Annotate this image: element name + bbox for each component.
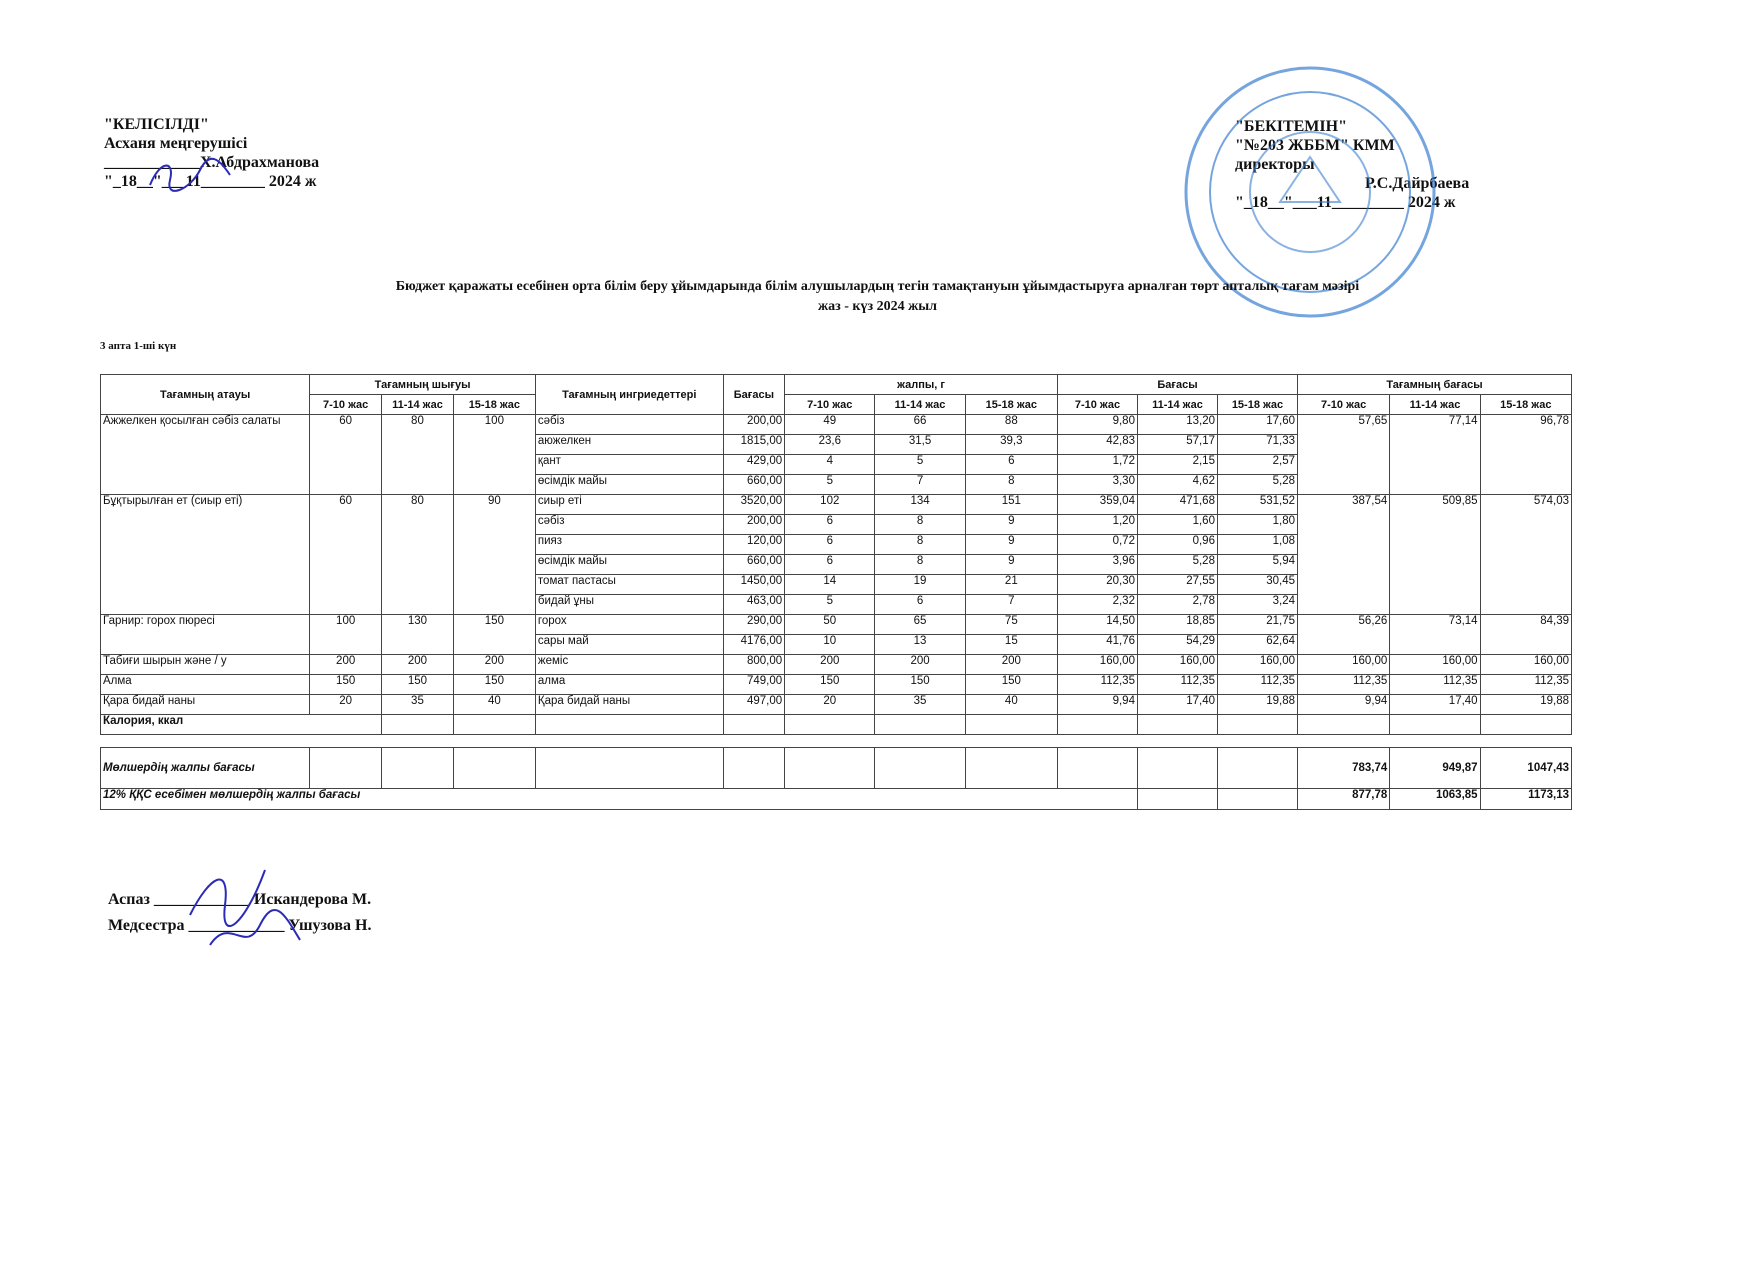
cost-cell: 19,88 [1217, 695, 1297, 715]
header-dish-cost: Тағамның бағасы [1298, 375, 1572, 395]
gross-cell: 14 [785, 575, 875, 595]
price-cell: 200,00 [723, 515, 785, 535]
dish-cost-cell: 9,94 [1298, 695, 1390, 715]
table-row [101, 695, 1572, 715]
gross-cell: 4 [785, 455, 875, 475]
dish-cost-cell: 387,54 [1298, 495, 1390, 615]
gross-cell: 23,6 [785, 435, 875, 455]
dish-cost-cell: 160,00 [1298, 655, 1390, 675]
gross-cell: 39,3 [965, 435, 1057, 455]
cost-cell: 3,30 [1057, 475, 1137, 495]
yield-cell: 200 [310, 655, 382, 675]
cost-cell: 5,28 [1137, 555, 1217, 575]
dish-cost-cell: 77,14 [1390, 415, 1480, 495]
signature-left-image [140, 150, 240, 200]
vat-label: 12% ҚҚС есебімен мөлшердің жалпы бағасы [101, 789, 1138, 810]
day-label: 3 апта 1-ші күн [100, 340, 177, 352]
cost-cell: 2,57 [1217, 455, 1297, 475]
yield-cell: 150 [382, 675, 454, 695]
menu-table-body [101, 415, 1572, 715]
gross-cell: 150 [785, 675, 875, 695]
header-age: 7-10 жас [310, 395, 382, 415]
ingredient-cell: пияз [535, 535, 723, 555]
yield-cell: 150 [310, 675, 382, 695]
approval-left-name: ____________Х.Абдрахманова [104, 154, 320, 171]
header-gross: жалпы, г [785, 375, 1058, 395]
gross-cell: 150 [965, 675, 1057, 695]
cost-cell: 3,24 [1217, 595, 1297, 615]
dish-name-cell: Ажжелкен қосылған сәбіз салаты [101, 415, 310, 495]
cost-cell: 531,52 [1217, 495, 1297, 515]
cost-cell: 30,45 [1217, 575, 1297, 595]
ingredient-cell: бидай ұны [535, 595, 723, 615]
gross-cell: 200 [785, 655, 875, 675]
header-age: 11-14 жас [382, 395, 454, 415]
yield-cell: 80 [382, 415, 454, 495]
cost-cell: 62,64 [1217, 635, 1297, 655]
header-cost: Бағасы [1057, 375, 1297, 395]
gross-cell: 40 [965, 695, 1057, 715]
dish-cost-cell: 112,35 [1480, 675, 1571, 695]
gross-cell: 5 [785, 595, 875, 615]
ingredient-cell: сәбіз [535, 415, 723, 435]
gross-cell: 9 [965, 535, 1057, 555]
approval-right-org: "№203 ЖББМ" КММ [1235, 137, 1395, 154]
gross-cell: 21 [965, 575, 1057, 595]
gross-cell: 88 [965, 415, 1057, 435]
price-cell: 1815,00 [723, 435, 785, 455]
header-yield: Тағамның шығуы [310, 375, 536, 395]
price-cell: 749,00 [723, 675, 785, 695]
gross-cell: 200 [965, 655, 1057, 675]
gross-cell: 6 [785, 555, 875, 575]
yield-cell: 150 [453, 615, 535, 655]
dish-cost-cell: 73,14 [1390, 615, 1480, 655]
yield-cell: 80 [382, 495, 454, 615]
calorie-row [101, 715, 1572, 735]
cost-cell: 1,08 [1217, 535, 1297, 555]
gross-cell: 49 [785, 415, 875, 435]
cost-cell: 1,60 [1137, 515, 1217, 535]
price-cell: 3520,00 [723, 495, 785, 515]
cost-cell: 112,35 [1217, 675, 1297, 695]
approval-right-date: "_18__"___11_________ 2024 ж [1235, 194, 1456, 211]
dish-cost-cell: 574,03 [1480, 495, 1571, 615]
ingredient-cell: жеміс [535, 655, 723, 675]
ingredient-cell: горох [535, 615, 723, 635]
gross-cell: 31,5 [875, 435, 965, 455]
header-ingredients: Тағамның ингриедеттері [535, 375, 723, 415]
header-age: 15-18 жас [453, 395, 535, 415]
gross-cell: 75 [965, 615, 1057, 635]
cost-cell: 3,96 [1057, 555, 1137, 575]
approval-right-title: "БЕКІТЕМІН" [1235, 118, 1347, 135]
cost-cell: 54,29 [1137, 635, 1217, 655]
table-row [101, 675, 1572, 695]
signature-nurse-image [200, 905, 310, 965]
menu-table [100, 374, 1572, 810]
yield-cell: 100 [453, 415, 535, 495]
gross-cell: 8 [875, 555, 965, 575]
table-row [101, 615, 1572, 635]
price-cell: 120,00 [723, 535, 785, 555]
header-age: 11-14 жас [875, 395, 965, 415]
gross-cell: 5 [875, 455, 965, 475]
ingredient-cell: Қара бидай наны [535, 695, 723, 715]
calorie-label: Калория, ккал [101, 715, 382, 735]
header-age: 7-10 жас [1298, 395, 1390, 415]
yield-cell: 40 [453, 695, 535, 715]
dish-cost-cell: 84,39 [1480, 615, 1571, 655]
cost-cell: 9,94 [1057, 695, 1137, 715]
price-cell: 497,00 [723, 695, 785, 715]
cost-cell: 9,80 [1057, 415, 1137, 435]
table-row [101, 655, 1572, 675]
cost-cell: 4,62 [1137, 475, 1217, 495]
dish-name-cell: Гарнир: горох пюресі [101, 615, 310, 655]
yield-cell: 20 [310, 695, 382, 715]
price-cell: 290,00 [723, 615, 785, 635]
cost-cell: 20,30 [1057, 575, 1137, 595]
dish-cost-cell: 17,40 [1390, 695, 1480, 715]
gross-cell: 13 [875, 635, 965, 655]
yield-cell: 60 [310, 415, 382, 495]
yield-cell: 130 [382, 615, 454, 655]
total-value: 949,87 [1390, 748, 1480, 789]
yield-cell: 90 [453, 495, 535, 615]
cost-cell: 160,00 [1217, 655, 1297, 675]
cost-cell: 160,00 [1137, 655, 1217, 675]
cost-cell: 41,76 [1057, 635, 1137, 655]
header-age: 15-18 жас [965, 395, 1057, 415]
cost-cell: 71,33 [1217, 435, 1297, 455]
cost-cell: 17,60 [1217, 415, 1297, 435]
dish-name-cell: Табиғи шырын және / у [101, 655, 310, 675]
table-row [101, 495, 1572, 515]
dish-cost-cell: 19,88 [1480, 695, 1571, 715]
total-value: 783,74 [1298, 748, 1390, 789]
dish-name-cell: Қара бидай наны [101, 695, 310, 715]
gross-cell: 7 [965, 595, 1057, 615]
gross-cell: 50 [785, 615, 875, 635]
gross-cell: 102 [785, 495, 875, 515]
price-cell: 800,00 [723, 655, 785, 675]
dish-name-cell: Бұқтырылған ет (сиыр еті) [101, 495, 310, 615]
dish-cost-cell: 57,65 [1298, 415, 1390, 495]
total-label: Мөлшердің жалпы бағасы [101, 748, 310, 789]
cost-cell: 1,20 [1057, 515, 1137, 535]
gross-cell: 35 [875, 695, 965, 715]
dish-name-cell: Алма [101, 675, 310, 695]
cost-cell: 112,35 [1057, 675, 1137, 695]
cost-cell: 57,17 [1137, 435, 1217, 455]
gross-cell: 19 [875, 575, 965, 595]
gross-cell: 6 [875, 595, 965, 615]
price-cell: 463,00 [723, 595, 785, 615]
document-title-sub: жаз - күз 2024 жыл [817, 299, 938, 314]
yield-cell: 200 [453, 655, 535, 675]
gross-cell: 151 [965, 495, 1057, 515]
dish-cost-cell: 56,26 [1298, 615, 1390, 655]
cost-cell: 0,96 [1137, 535, 1217, 555]
gross-cell: 6 [785, 515, 875, 535]
yield-cell: 35 [382, 695, 454, 715]
ingredient-cell: сәбіз [535, 515, 723, 535]
dish-cost-cell: 96,78 [1480, 415, 1571, 495]
vat-value: 1173,13 [1480, 789, 1571, 810]
cost-cell: 14,50 [1057, 615, 1137, 635]
header-dish-name: Тағамның атауы [101, 375, 310, 415]
approval-right-role: директоры [1235, 156, 1315, 173]
price-cell: 4176,00 [723, 635, 785, 655]
gross-cell: 134 [875, 495, 965, 515]
cost-cell: 27,55 [1137, 575, 1217, 595]
vat-value: 1063,85 [1390, 789, 1480, 810]
dish-cost-cell: 509,85 [1390, 495, 1480, 615]
cost-cell: 5,28 [1217, 475, 1297, 495]
gross-cell: 8 [965, 475, 1057, 495]
header-age: 15-18 жас [1217, 395, 1297, 415]
yield-cell: 60 [310, 495, 382, 615]
cost-cell: 2,78 [1137, 595, 1217, 615]
dish-cost-cell: 112,35 [1298, 675, 1390, 695]
header-price: Бағасы [723, 375, 785, 415]
header-age: 7-10 жас [1057, 395, 1137, 415]
gross-cell: 200 [875, 655, 965, 675]
cost-cell: 42,83 [1057, 435, 1137, 455]
price-cell: 1450,00 [723, 575, 785, 595]
gross-cell: 15 [965, 635, 1057, 655]
yield-cell: 200 [382, 655, 454, 675]
total-value: 1047,43 [1480, 748, 1571, 789]
signature-cook: Аспаз ____________ Искандерова М. [108, 891, 372, 908]
cost-cell: 13,20 [1137, 415, 1217, 435]
header-age: 11-14 жас [1390, 395, 1480, 415]
cost-cell: 17,40 [1137, 695, 1217, 715]
total-row [101, 748, 1572, 789]
price-cell: 660,00 [723, 555, 785, 575]
yield-cell: 100 [310, 615, 382, 655]
cost-cell: 1,72 [1057, 455, 1137, 475]
gross-cell: 20 [785, 695, 875, 715]
ingredient-cell: сары май [535, 635, 723, 655]
table-row [101, 415, 1572, 435]
gross-cell: 8 [875, 515, 965, 535]
gross-cell: 10 [785, 635, 875, 655]
cost-cell: 1,80 [1217, 515, 1297, 535]
cost-cell: 2,15 [1137, 455, 1217, 475]
gross-cell: 6 [965, 455, 1057, 475]
cost-cell: 2,32 [1057, 595, 1137, 615]
cost-cell: 112,35 [1137, 675, 1217, 695]
ingredient-cell: өсімдік майы [535, 475, 723, 495]
ingredient-cell: сиыр еті [535, 495, 723, 515]
approval-left-title: "КЕЛІСІЛДІ" [104, 116, 209, 133]
dish-cost-cell: 160,00 [1390, 655, 1480, 675]
gross-cell: 150 [875, 675, 965, 695]
vat-value: 877,78 [1298, 789, 1390, 810]
dish-cost-cell: 112,35 [1390, 675, 1480, 695]
gross-cell: 8 [875, 535, 965, 555]
header-age: 7-10 жас [785, 395, 875, 415]
approval-right-name: Р.С.Дайрбаева [1365, 175, 1470, 192]
cost-cell: 359,04 [1057, 495, 1137, 515]
cost-cell: 0,72 [1057, 535, 1137, 555]
header-age: 15-18 жас [1480, 395, 1571, 415]
dish-cost-cell: 160,00 [1480, 655, 1571, 675]
gross-cell: 9 [965, 515, 1057, 535]
price-cell: 200,00 [723, 415, 785, 435]
cost-cell: 5,94 [1217, 555, 1297, 575]
cost-cell: 18,85 [1137, 615, 1217, 635]
ingredient-cell: алма [535, 675, 723, 695]
gross-cell: 6 [785, 535, 875, 555]
ingredient-cell: аюжелкен [535, 435, 723, 455]
price-cell: 660,00 [723, 475, 785, 495]
cost-cell: 471,68 [1137, 495, 1217, 515]
ingredient-cell: өсімдік майы [535, 555, 723, 575]
ingredient-cell: қант [535, 455, 723, 475]
cost-cell: 21,75 [1217, 615, 1297, 635]
gross-cell: 7 [875, 475, 965, 495]
cost-cell: 160,00 [1057, 655, 1137, 675]
yield-cell: 150 [453, 675, 535, 695]
gross-cell: 9 [965, 555, 1057, 575]
header-age: 11-14 жас [1137, 395, 1217, 415]
gross-cell: 66 [875, 415, 965, 435]
ingredient-cell: томат пастасы [535, 575, 723, 595]
price-cell: 429,00 [723, 455, 785, 475]
vat-row [101, 789, 1572, 810]
document-title-main: Бюджет қаражаты есебінен орта білім беру ұйымдарында білім алушылардың тегін тамақтануын ұйымдастыруға арналған төрт апталық тағам мәзірі [395, 279, 1360, 294]
gross-cell: 65 [875, 615, 965, 635]
approval-left-date: "_18__"___11________ 2024 ж [104, 173, 317, 190]
gross-cell: 5 [785, 475, 875, 495]
document-title [0, 277, 1755, 317]
signature-nurse: Медсестра ____________ Ушузова Н. [108, 917, 372, 934]
approval-left-role: Асханя меңгерушісі [104, 135, 248, 152]
